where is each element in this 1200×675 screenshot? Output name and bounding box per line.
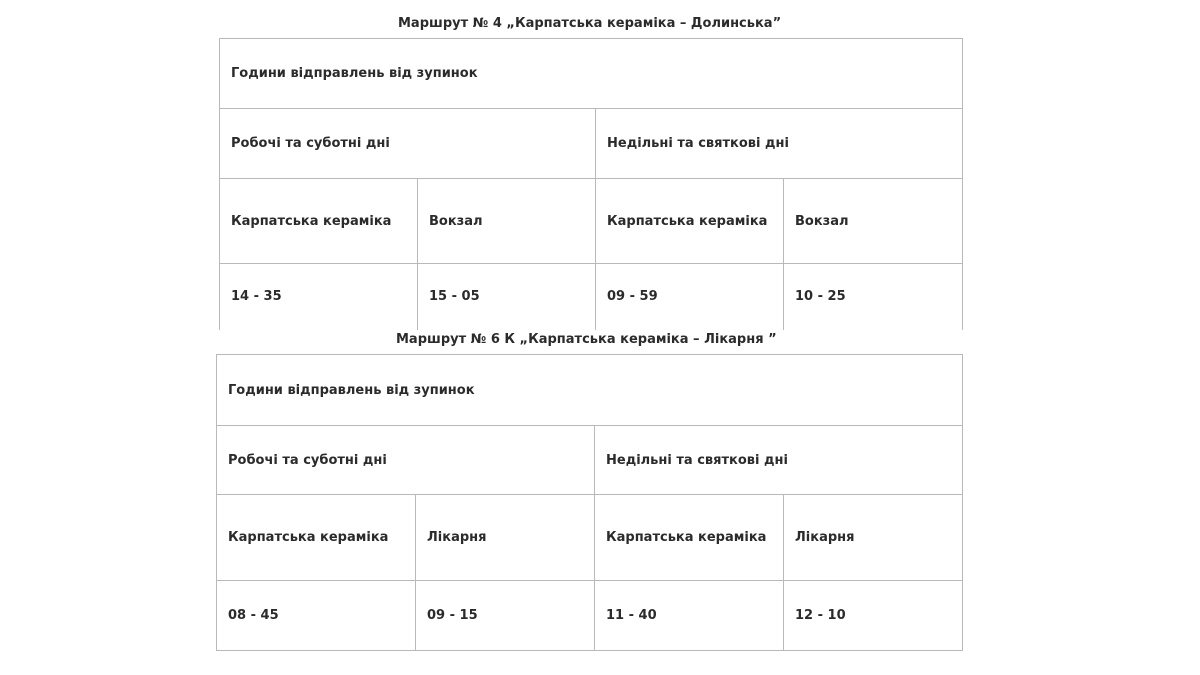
route-6k-schedule-table xyxy=(216,354,963,651)
stop-name-cell: Карпатська кераміка xyxy=(217,495,416,581)
departure-time-cell: 10 - 25 xyxy=(784,264,963,330)
route-4-title: Маршрут № 4 „Карпатська кераміка – Долинська” xyxy=(398,16,782,31)
stop-name-cell: Вокзал xyxy=(784,179,963,264)
table-row xyxy=(220,109,963,179)
table-row xyxy=(220,39,963,109)
departure-time-cell: 09 - 15 xyxy=(416,581,595,651)
table-row xyxy=(220,179,963,264)
route-6k-title: Маршрут № 6 К „Карпатська кераміка – Лікарня ” xyxy=(396,332,777,347)
table-row xyxy=(220,264,963,330)
schedule-header: Години відправлень від зупинок xyxy=(220,39,963,109)
holidays-label: Недільні та святкові дні xyxy=(596,109,963,179)
stop-name-cell: Лікарня xyxy=(416,495,595,581)
departure-time-cell: 08 - 45 xyxy=(217,581,416,651)
table-row xyxy=(217,581,963,651)
departure-time-cell: 09 - 59 xyxy=(596,264,784,330)
stop-name-cell: Вокзал xyxy=(418,179,596,264)
stop-name-cell: Карпатська кераміка xyxy=(595,495,784,581)
departure-time-cell: 14 - 35 xyxy=(220,264,418,330)
table-row xyxy=(217,426,963,495)
route-4-schedule-table xyxy=(219,38,963,330)
table-row xyxy=(217,355,963,426)
departure-time-cell: 11 - 40 xyxy=(595,581,784,651)
schedule-header: Години відправлень від зупинок xyxy=(217,355,963,426)
stop-name-cell: Карпатська кераміка xyxy=(220,179,418,264)
weekdays-label: Робочі та суботні дні xyxy=(220,109,596,179)
holidays-label: Недільні та святкові дні xyxy=(595,426,963,495)
departure-time-cell: 15 - 05 xyxy=(418,264,596,330)
stop-name-cell: Карпатська кераміка xyxy=(596,179,784,264)
weekdays-label: Робочі та суботні дні xyxy=(217,426,595,495)
stop-name-cell: Лікарня xyxy=(784,495,963,581)
departure-time-cell: 12 - 10 xyxy=(784,581,963,651)
table-row xyxy=(217,495,963,581)
